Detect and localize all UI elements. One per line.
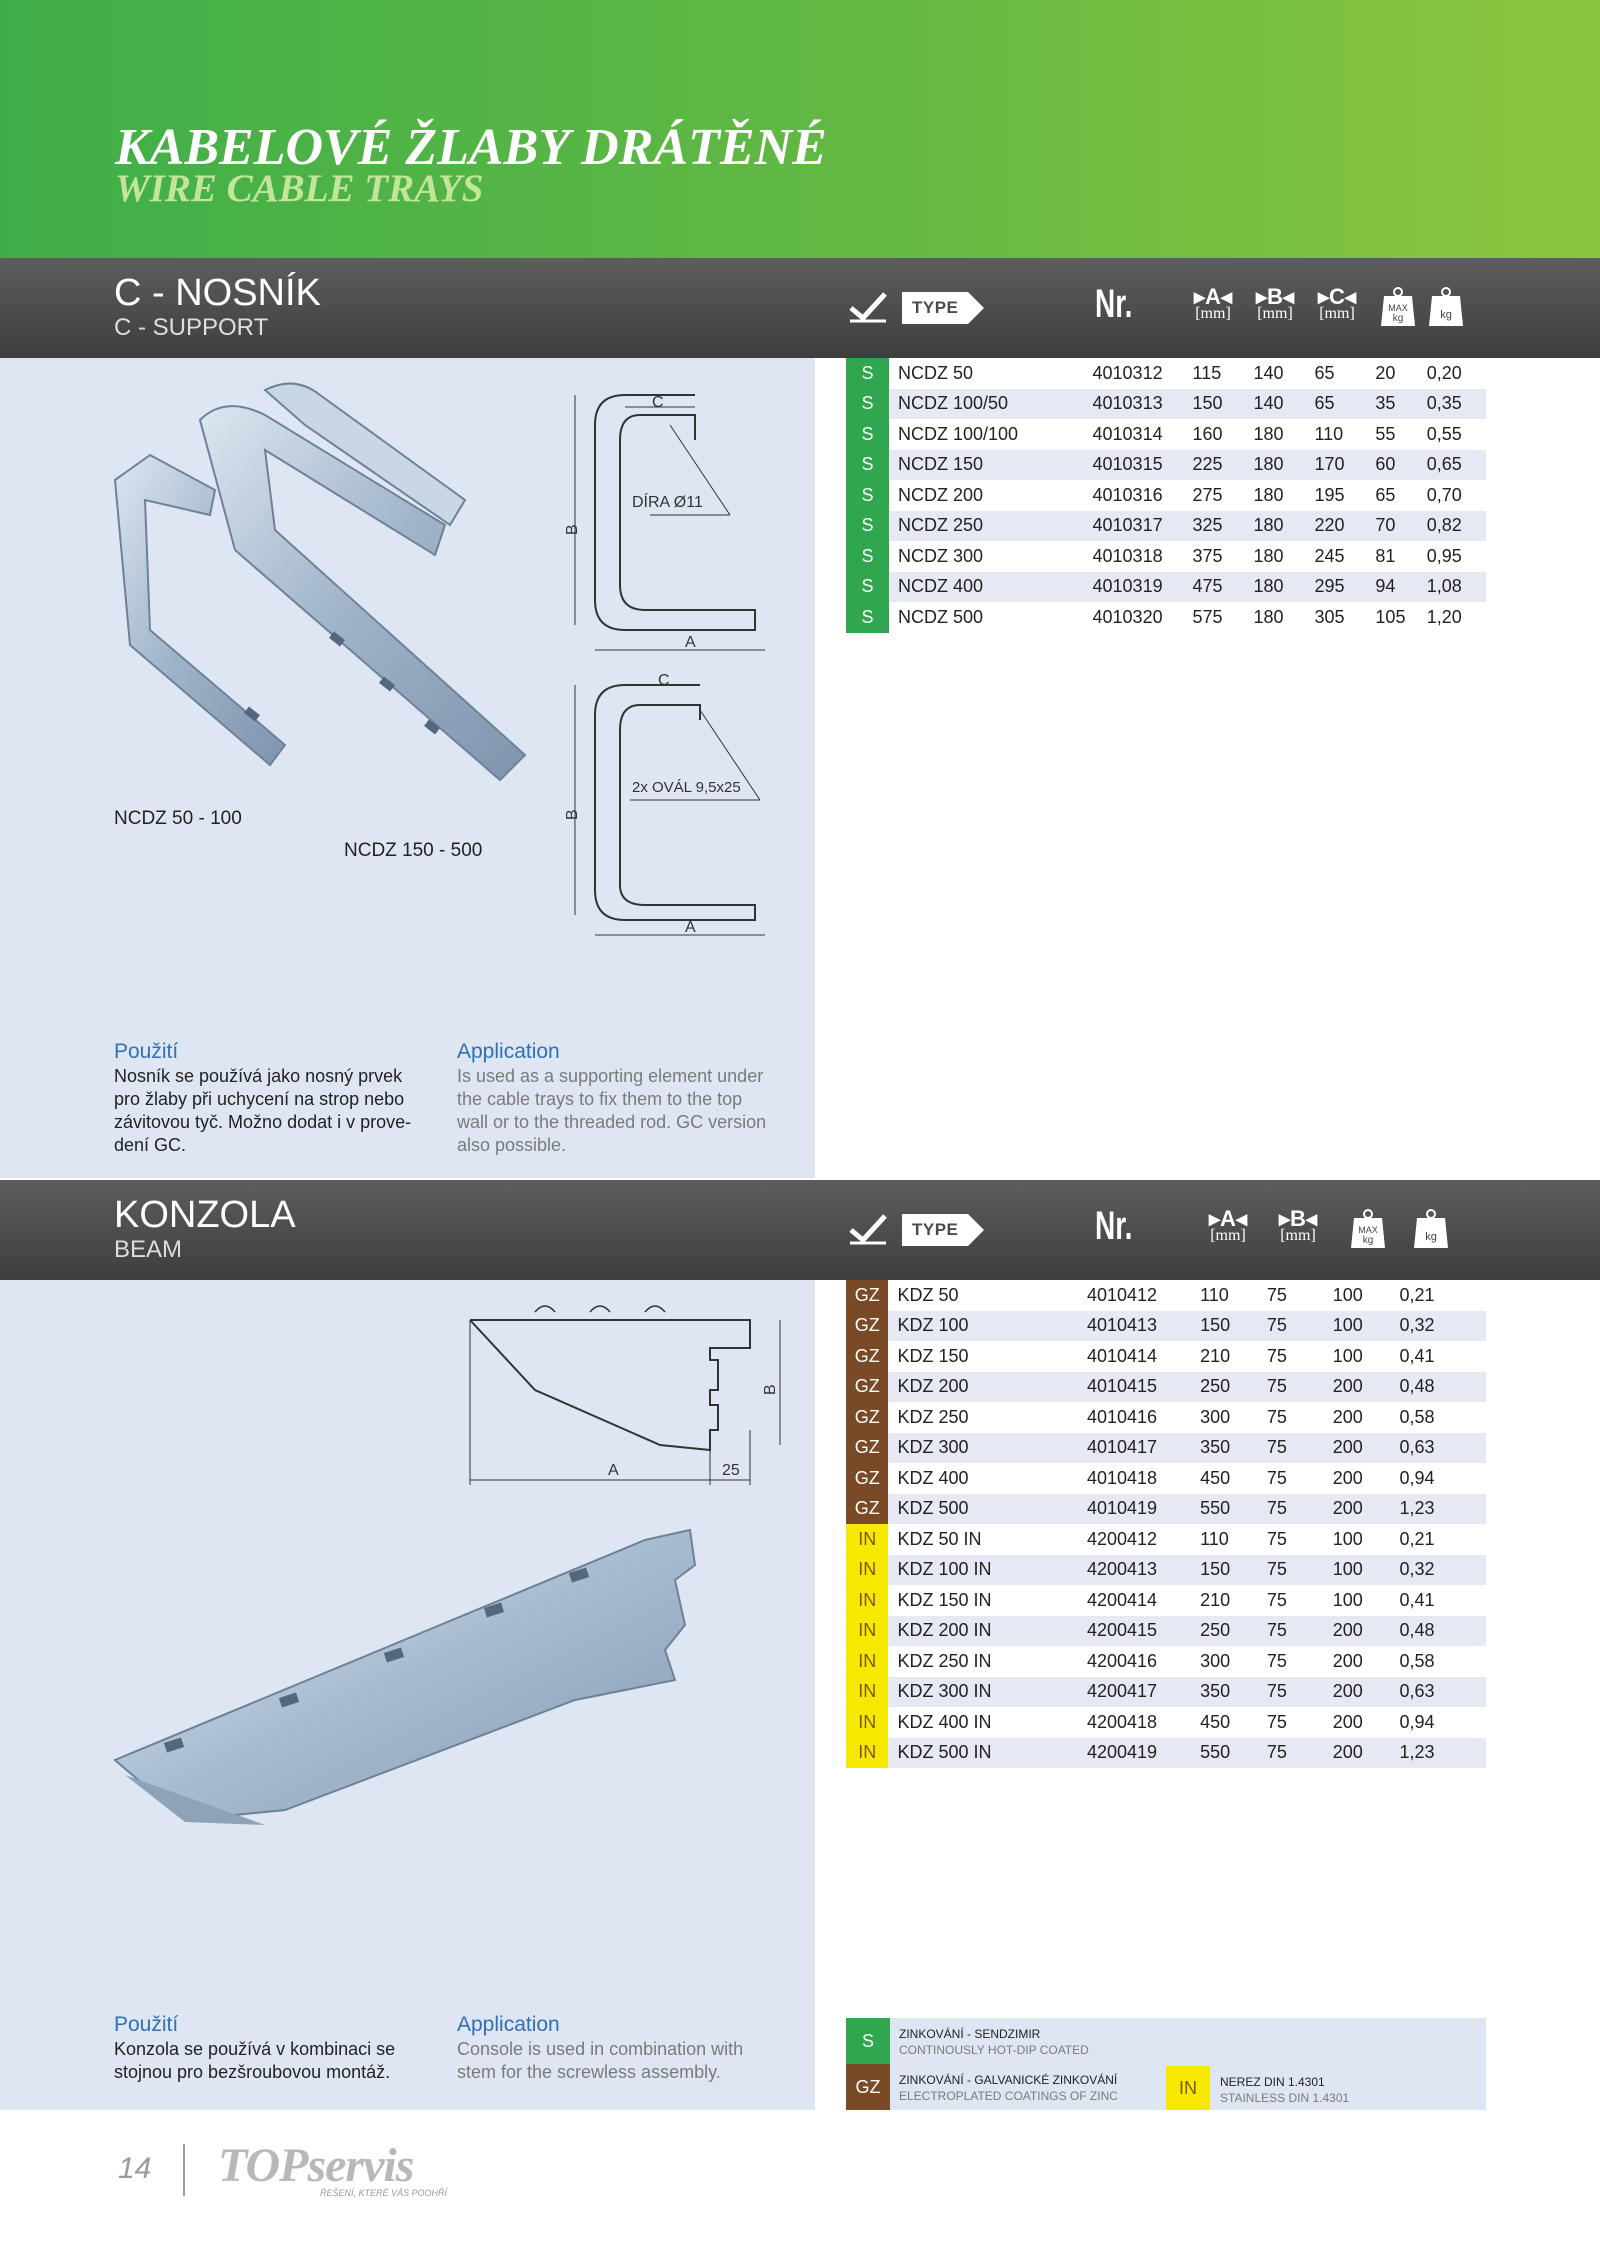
usage-heading-cz: Použití [114,2013,179,2036]
value-cell: 75 [1266,1711,1287,1732]
type-cell: KDZ 250 IN [897,1650,992,1671]
value-cell: 75 [1267,1311,1333,1342]
value-cell: 0,32 [1400,1555,1486,1586]
value-cell: 55 [1375,423,1396,444]
value-cell: 450 [1200,1711,1231,1732]
value-cell: 250 [1200,1372,1267,1403]
value-cell: 180 [1253,572,1314,603]
type-cell: KDZ 150 IN [897,1589,992,1610]
nr-cell: 4010414 [1086,1345,1158,1366]
nr-cell: 4010312 [1092,362,1163,383]
finish-code-cell: GZ [846,1372,888,1403]
footer-divider [183,2144,185,2196]
table-row [846,1341,1486,1372]
type-cell: KDZ 400 IN [897,1711,992,1732]
svg-text:B: B [564,524,581,535]
photo-label-large: NCDZ 150 - 500 [344,840,483,861]
check-icon [848,290,888,324]
value-cell: 75 [1267,1372,1333,1403]
nr-cell: 4200414 [1086,1589,1158,1610]
value-cell: 75 [1267,1738,1333,1769]
table-row [846,1433,1486,1464]
usage-text-cz: Nosník se používá jako nosný prvek pro žlaby při uchycení na strop nebo závitovou tyč. Možno dodat i v prove- dení GC. [114,1066,412,1155]
type-cell: KDZ 500 IN [888,1738,1087,1769]
value-cell: 200 [1332,1406,1363,1427]
legend-gz-code: GZ [846,2064,890,2110]
finish-code-cell: IN [846,1707,888,1738]
value-cell: 0,94 [1399,1467,1435,1488]
finish-code-cell: S [846,450,889,481]
finish-code-cell: GZ [846,1433,888,1464]
value-cell: 0,32 [1400,1311,1486,1342]
svg-text:C: C [658,672,670,689]
table-row [846,1372,1486,1403]
svg-text:kg: kg [1425,1231,1437,1243]
value-cell: 375 [1192,545,1223,566]
weight-icon [1426,286,1466,328]
finish-code-cell: S [846,511,889,542]
section-title: C - NOSNÍK [114,272,321,314]
value-cell: 65 [1314,389,1375,420]
nr-cell: 4010415 [1087,1372,1200,1403]
svg-text:kg: kg [1440,309,1452,321]
nr-cell: 4200416 [1086,1650,1158,1671]
usage-heading-cz: Použití [114,1040,179,1063]
finish-code-cell: IN [846,1524,888,1555]
value-cell: 0,41 [1399,1345,1435,1366]
finish-code-cell: IN [846,1677,888,1708]
table-row [846,541,1486,572]
svg-text:25: 25 [722,1462,740,1479]
value-cell: 180 [1253,545,1284,566]
value-cell: 200 [1333,1738,1400,1769]
table-row [846,511,1486,542]
value-cell: 0,55 [1426,423,1462,444]
value-cell: 180 [1253,450,1314,481]
value-cell: 20 [1375,362,1396,383]
type-cell: KDZ 100 [888,1311,1087,1342]
value-cell: 81 [1375,545,1396,566]
value-cell: 75 [1266,1406,1287,1427]
value-cell: 75 [1266,1284,1287,1305]
table-row [846,1707,1486,1738]
value-cell: 180 [1253,423,1284,444]
value-cell: 200 [1332,1711,1363,1732]
table-row [846,1585,1486,1616]
table-row [846,1616,1486,1647]
table-row [846,1463,1486,1494]
value-cell: 75 [1267,1555,1333,1586]
table-row [846,1738,1486,1769]
legend-in-code: IN [1166,2066,1210,2110]
value-cell: 1,08 [1427,572,1486,603]
value-cell: 75 [1266,1528,1287,1549]
value-cell: 0,65 [1427,450,1486,481]
value-cell: 200 [1333,1677,1400,1708]
value-cell: 75 [1267,1433,1333,1464]
value-cell: 100 [1332,1528,1363,1549]
c-support-table [846,358,1486,633]
svg-text:MAX: MAX [1388,303,1408,313]
value-cell: 195 [1314,484,1345,505]
value-cell: 140 [1253,389,1314,420]
value-cell: 250 [1200,1616,1267,1647]
value-cell: 70 [1375,511,1426,542]
value-cell: 1,23 [1400,1494,1486,1525]
finish-code-cell: S [846,389,889,420]
table-row [846,1555,1486,1586]
finish-code-cell: GZ [846,1280,888,1311]
type-cell: KDZ 150 [897,1345,969,1366]
value-cell: 0,35 [1427,389,1486,420]
nr-cell: 4200413 [1087,1555,1200,1586]
value-cell: 0,48 [1400,1372,1486,1403]
dim-a-header: ▸A◂ [mm] [1209,1206,1247,1244]
nr-cell: 4010320 [1092,606,1163,627]
value-cell: 0,41 [1399,1589,1435,1610]
value-cell: 100 [1333,1311,1400,1342]
type-cell: NCDZ 250 [889,511,1093,542]
value-cell: 305 [1314,606,1345,627]
svg-text:B: B [564,809,581,820]
value-cell: 35 [1375,389,1426,420]
nr-cell: 4010319 [1093,572,1193,603]
type-header: TYPE [902,292,968,324]
nr-cell: 4200417 [1087,1677,1200,1708]
finish-code-cell: IN [846,1738,888,1769]
type-cell: KDZ 250 [897,1406,969,1427]
nr-header: Nr. [1095,1204,1133,1248]
usage-text-en: Is used as a supporting element under the cable trays to fix them to the top wall or to the threaded rod. GC version also possible. [457,1066,767,1155]
table-row [846,1524,1486,1555]
value-cell: 200 [1332,1650,1363,1671]
dim-b-header: ▸B◂ [mm] [1256,284,1294,322]
value-cell: 295 [1314,572,1375,603]
usage-text-cz: Konzola se používá v kombinaci se stojnou pro bezšroubovou montáž. [114,2039,396,2082]
max-load-icon [1378,286,1418,328]
value-cell: 325 [1193,511,1254,542]
table-row [846,389,1486,420]
nr-cell: 4200418 [1086,1711,1158,1732]
type-cell: KDZ 500 [888,1494,1087,1525]
value-cell: 0,20 [1426,362,1462,383]
section-title: KONZOLA [114,1194,296,1236]
value-cell: 170 [1314,450,1375,481]
photo-label-small: NCDZ 50 - 100 [114,808,242,829]
value-cell: 225 [1193,450,1254,481]
type-cell: NCDZ 500 [897,606,983,627]
brand-logo: TOPservis [218,2139,414,2192]
value-cell: 275 [1192,484,1223,505]
value-cell: 0,63 [1400,1433,1486,1464]
value-cell: 75 [1266,1345,1287,1366]
page-title: KABELOVÉ ŽLABY DRÁTĚNÉ [115,119,827,176]
finish-code-cell: GZ [846,1494,888,1525]
weight-icon [1411,1208,1451,1250]
value-cell: 0,21 [1399,1528,1435,1549]
value-cell: 75 [1266,1589,1287,1610]
svg-text:B: B [762,1384,779,1395]
nr-cell: 4200419 [1087,1738,1200,1769]
value-cell: 150 [1193,389,1254,420]
type-cell: NCDZ 300 [897,545,983,566]
type-cell: NCDZ 100/50 [889,389,1093,420]
finish-code-cell: S [846,602,889,633]
dim-a-header: ▸A◂ [mm] [1194,284,1232,322]
svg-text:kg: kg [1392,313,1404,324]
type-cell: NCDZ 150 [889,450,1093,481]
svg-text:A: A [608,1462,619,1479]
finish-code-cell: GZ [846,1402,888,1433]
value-cell: 0,48 [1400,1616,1486,1647]
type-cell: KDZ 300 IN [888,1677,1087,1708]
value-cell: 450 [1200,1467,1231,1488]
value-cell: 0,58 [1399,1650,1435,1671]
nr-cell: 4010419 [1087,1494,1200,1525]
nr-cell: 4200415 [1087,1616,1200,1647]
check-icon [848,1212,888,1246]
table-row [846,1646,1486,1677]
value-cell: 245 [1314,545,1345,566]
type-cell: NCDZ 100/100 [897,423,1019,444]
table-row [846,1677,1486,1708]
usage-heading-en: Application [457,1040,560,1063]
value-cell: 550 [1200,1738,1267,1769]
table-row [846,450,1486,481]
table-row [846,572,1486,603]
value-cell: 0,70 [1426,484,1462,505]
value-cell: 160 [1192,423,1223,444]
svg-text:A: A [685,634,696,651]
value-cell: 475 [1193,572,1254,603]
legend-in-text: NEREZ DIN 1.4301 STAINLESS DIN 1.4301 [1220,2075,1350,2105]
legend-gz-text: ZINKOVÁNÍ - GALVANICKÉ ZINKOVÁNÍ ELECTROPLATED COATINGS OF ZINC [899,2073,1118,2103]
nr-cell: 4010417 [1087,1433,1200,1464]
nr-cell: 4010313 [1093,389,1193,420]
dim-c-header: ▸C◂ [mm] [1318,284,1356,322]
value-cell: 1,23 [1400,1738,1486,1769]
finish-code-cell: GZ [846,1463,888,1494]
table-row [846,358,1486,389]
value-cell: 75 [1266,1467,1287,1488]
value-cell: 100 [1332,1345,1363,1366]
page-subtitle: WIRE CABLE TRAYS [115,167,484,210]
type-cell: KDZ 300 [888,1433,1087,1464]
value-cell: 575 [1192,606,1223,627]
brand-tagline: ŘEŠENÍ, KTERÉ VÁS POOHŘÍ [320,2188,448,2198]
value-cell: 75 [1266,1650,1287,1671]
finish-code-cell: GZ [846,1311,888,1342]
finish-code-cell: S [846,480,889,511]
table-row [846,1280,1486,1311]
dim-b-header: ▸B◂ [mm] [1279,1206,1317,1244]
value-cell: 110 [1200,1528,1229,1549]
beam-table [846,1280,1486,1768]
legend-s-text: ZINKOVÁNÍ - SENDZIMIR CONTINOUSLY HOT-DIP COATED [899,2027,1089,2057]
value-cell: 150 [1200,1311,1267,1342]
table-row [846,480,1486,511]
finish-code-cell: IN [846,1585,888,1616]
value-cell: 105 [1375,606,1406,627]
nr-cell: 4010412 [1086,1284,1158,1305]
c-support-photo [105,380,555,800]
value-cell: 1,20 [1426,606,1462,627]
value-cell: 550 [1200,1494,1267,1525]
value-cell: 200 [1333,1372,1400,1403]
value-cell: 350 [1200,1433,1267,1464]
section-subtitle: BEAM [114,1236,183,1263]
type-cell: KDZ 50 IN [897,1528,982,1549]
page-number: 14 [118,2152,152,2185]
type-cell: NCDZ 400 [889,572,1093,603]
usage-text-en: Console is used in combination with stem for the screwless assembly. [457,2039,744,2082]
value-cell: 350 [1200,1677,1267,1708]
svg-text:DÍRA Ø11: DÍRA Ø11 [632,494,703,511]
nr-cell: 4010314 [1092,423,1163,444]
value-cell: 0,21 [1399,1284,1435,1305]
value-cell: 60 [1375,450,1426,481]
value-cell: 200 [1332,1467,1363,1488]
value-cell: 180 [1253,484,1284,505]
value-cell: 200 [1333,1616,1400,1647]
table-row [846,1402,1486,1433]
type-cell: KDZ 200 IN [888,1616,1087,1647]
value-cell: 110 [1200,1284,1229,1305]
value-cell: 65 [1375,484,1396,505]
value-cell: 100 [1332,1589,1363,1610]
value-cell: 0,95 [1426,545,1462,566]
value-cell: 75 [1267,1677,1333,1708]
nr-cell: 4010418 [1086,1467,1158,1488]
type-cell: KDZ 100 IN [888,1555,1087,1586]
type-cell: KDZ 50 [897,1284,959,1305]
nr-header: Nr. [1095,282,1133,326]
type-cell: KDZ 400 [897,1467,969,1488]
finish-code-cell: GZ [846,1341,888,1372]
value-cell: 150 [1200,1555,1267,1586]
svg-text:2x OVÁL 9,5x25: 2x OVÁL 9,5x25 [632,779,741,796]
legend-s-code: S [846,2018,890,2064]
value-cell: 300 [1200,1650,1231,1671]
finish-code-cell: S [846,419,889,450]
nr-cell: 4200412 [1086,1528,1158,1549]
value-cell: 115 [1192,362,1222,383]
value-cell: 0,63 [1400,1677,1486,1708]
nr-cell: 4010416 [1086,1406,1158,1427]
svg-text:MAX: MAX [1358,1225,1378,1235]
value-cell: 180 [1253,511,1314,542]
max-load-icon [1348,1208,1388,1250]
usage-heading-en: Application [457,2013,560,2036]
value-cell: 0,94 [1399,1711,1435,1732]
svg-text:A: A [685,919,696,936]
value-cell: 100 [1333,1555,1400,1586]
value-cell: 200 [1333,1494,1400,1525]
value-cell: 94 [1375,572,1426,603]
value-cell: 300 [1200,1406,1231,1427]
finish-code-cell: IN [846,1616,888,1647]
value-cell: 200 [1333,1433,1400,1464]
type-header: TYPE [902,1214,968,1246]
finish-code-cell: S [846,572,889,603]
section-subtitle: C - SUPPORT [114,314,269,341]
svg-text:C: C [652,394,664,411]
c-support-drawing-1 [564,385,770,655]
value-cell: 100 [1332,1284,1363,1305]
type-cell: KDZ 200 [888,1372,1087,1403]
beam-photo [105,1510,705,1850]
nr-cell: 4010316 [1092,484,1163,505]
c-support-drawing-2 [564,670,770,940]
beam-drawing [460,1300,800,1500]
nr-cell: 4010315 [1093,450,1193,481]
value-cell: 220 [1314,511,1375,542]
value-cell: 65 [1314,362,1335,383]
value-cell: 75 [1267,1494,1333,1525]
nr-cell: 4010413 [1087,1311,1200,1342]
finish-code-cell: IN [846,1555,888,1586]
type-cell: NCDZ 50 [897,362,973,383]
value-cell: 180 [1253,606,1284,627]
nr-cell: 4010317 [1093,511,1193,542]
table-row [846,1494,1486,1525]
value-cell: 210 [1200,1345,1231,1366]
value-cell: 75 [1267,1616,1333,1647]
table-row [846,419,1486,450]
table-row [846,602,1486,633]
value-cell: 210 [1200,1589,1231,1610]
value-cell: 0,58 [1399,1406,1435,1427]
value-cell: 140 [1253,362,1284,383]
finish-code-cell: S [846,541,889,572]
finish-code-cell: IN [846,1646,888,1677]
finish-code-cell: S [846,358,889,389]
svg-text:kg: kg [1362,1235,1374,1246]
table-row [846,1311,1486,1342]
nr-cell: 4010318 [1092,545,1163,566]
value-cell: 0,82 [1427,511,1486,542]
value-cell: 110 [1314,423,1344,444]
type-cell: NCDZ 200 [897,484,983,505]
